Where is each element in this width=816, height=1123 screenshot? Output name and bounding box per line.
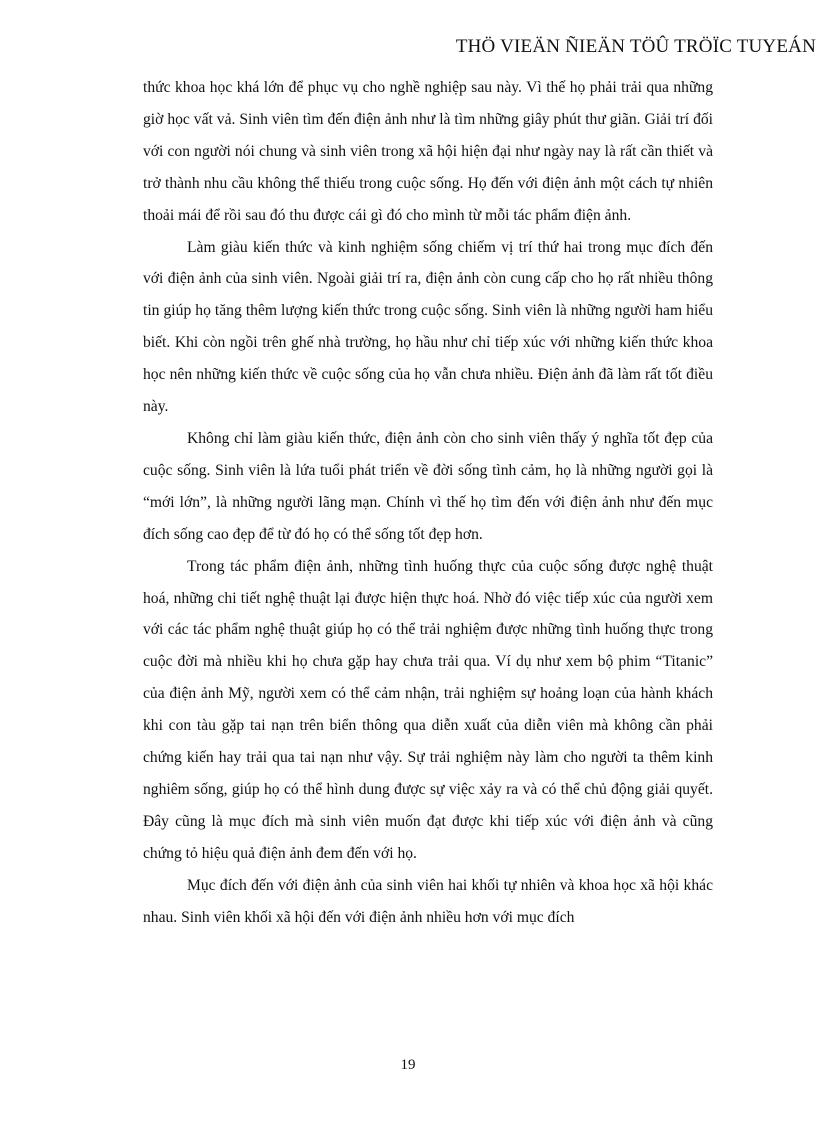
paragraph: thức khoa học khá lớn để phục vụ cho nghề nghiệp sau này. Vì thế họ phải trải qua những giờ học vất vả. Sinh viên tìm đến điện ảnh như là tìm những giây phút thư giãn. Giải trí đối với con người nói chung và sinh viên trong xã hội hiện đại như ngày nay là rất cần thiết và trở thành nhu cầu không thể thiếu trong cuộc sống. Họ đến với điện ảnh một cách tự nhiên thoải mái để rồi sau đó thu được cái gì đó cho mình từ mỗi tác phẩm điện ảnh. (143, 79, 713, 224)
page-header: THÖ VIEÄN ÑIEÄN TÖÛ TRÖÏC TUYEÁN (455, 36, 816, 57)
page-number: 19 (400, 1057, 416, 1073)
body-text (143, 72, 713, 933)
paragraph: Mục đích đến với điện ảnh của sinh viên hai khối tự nhiên và khoa học xã hội khác nhau. Sinh viên khối xã hội đến với điện ảnh nhiều hơn với mục đích (143, 876, 713, 926)
paragraph: Trong tác phẩm điện ảnh, những tình huống thực của cuộc sống được nghệ thuật hoá, những chi tiết nghệ thuật lại được hiện thực hoá. Nhờ đó việc tiếp xúc của người xem với các tác phẩm nghệ thuật giúp họ có thể trải nghiệm được những tình huống thực trong cuộc đời mà nhiều khi họ chưa gặp hay chưa trải qua. Ví dụ như xem bộ phim “Titanic” của điện ảnh Mỹ, người xem có thể cảm nhận, trải nghiệm sự hoảng loạn của hành khách khi con tàu gặp tai nạn trên biển thông qua diễn xuất của diễn viên mà không cần phải chứng kiến hay trải qua tai nạn như vậy. Sự trải nghiệm này làm cho người ta thêm kinh nghiêm sống, giúp họ có thể hình dung được sự việc xảy ra và có thể chủ động giải quyết. Đây cũng là mục đích mà sinh viên muốn đạt được khi tiếp xúc với điện ảnh và cũng chứng tỏ hiệu quả điện ảnh đem đến với họ. (143, 557, 713, 862)
paragraph: Không chỉ làm giàu kiến thức, điện ảnh còn cho sinh viên thấy ý nghĩa tốt đẹp của cuộc sống. Sinh viên là lứa tuổi phát triển về đời sống tình cảm, họ là những người gọi là “mới lớn”, là những người lãng mạn. Chính vì thế họ tìm đến với điện ảnh như đến mục đích sống cao đẹp để từ đó họ có thể sống tốt đẹp hơn. (143, 429, 713, 543)
paragraph: Làm giàu kiến thức và kinh nghiệm sống chiếm vị trí thứ hai trong mục đích đến với điện ảnh của sinh viên. Ngoài giải trí ra, điện ảnh còn cung cấp cho họ rất nhiều thông tin giúp họ tăng thêm lượng kiến thức trong cuộc sống. Sinh viên là những người ham hiểu biết. Khi còn ngồi trên ghế nhà trường, họ hầu như chỉ tiếp xúc với những kiến thức khoa học nên những kiến thức về cuộc sống của họ vẫn chưa nhiều. Điện ảnh đã làm rất tốt điều này. (143, 238, 713, 416)
